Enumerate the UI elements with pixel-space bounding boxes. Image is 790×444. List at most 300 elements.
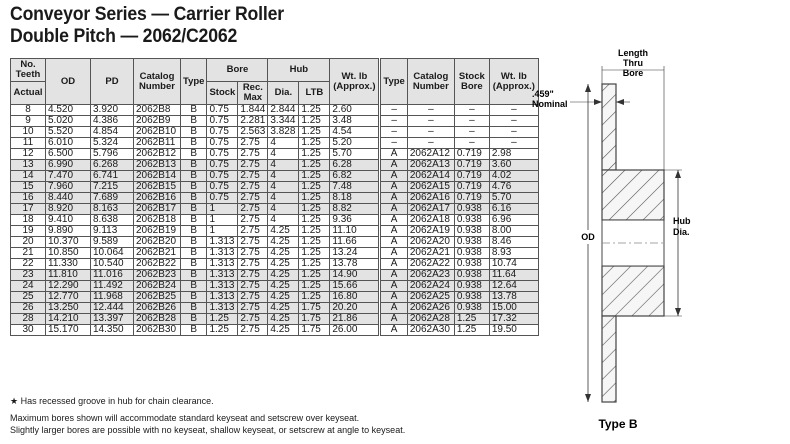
table-cell: – <box>454 105 489 116</box>
table-cell: 11.10 <box>330 226 379 237</box>
table-cell: 2062A12 <box>407 149 454 160</box>
table-cell: 0.719 <box>454 149 489 160</box>
table-cell: 6.96 <box>489 215 538 226</box>
table-cell: 4 <box>268 182 299 193</box>
table-cell: 0.938 <box>454 281 489 292</box>
table-cell: 2062A20 <box>407 237 454 248</box>
header-rec-max <box>238 82 268 105</box>
table-cell: 2.844 <box>268 105 299 116</box>
table-row <box>11 160 539 171</box>
table-cell: 0.75 <box>207 105 238 116</box>
table-row <box>11 237 539 248</box>
table-cell: 2062B9 <box>134 116 181 127</box>
table-cell: 30 <box>11 325 46 336</box>
table-cell: – <box>381 105 407 116</box>
table-cell: A <box>381 193 407 204</box>
table-cell: 2062A23 <box>407 270 454 281</box>
table-cell: 0.719 <box>454 160 489 171</box>
table-cell: 2.75 <box>238 237 268 248</box>
table-cell: 4.02 <box>489 171 538 182</box>
table-cell: 5.70 <box>330 149 379 160</box>
table-cell: 0.75 <box>207 149 238 160</box>
table-cell: 11.330 <box>46 259 91 270</box>
table-cell: 4.854 <box>91 127 134 138</box>
table-cell: 4.25 <box>268 270 299 281</box>
table-cell: 11.968 <box>91 292 134 303</box>
table-cell: 1.25 <box>299 215 330 226</box>
table-cell: 11.64 <box>489 270 538 281</box>
table-cell: 2062A19 <box>407 226 454 237</box>
table-cell: 2062B25 <box>134 292 181 303</box>
table-cell: 26.00 <box>330 325 379 336</box>
table-cell: 2062A18 <box>407 215 454 226</box>
table-row <box>11 193 539 204</box>
table-cell: 2.75 <box>238 226 268 237</box>
table-cell: – <box>381 127 407 138</box>
table-row <box>11 171 539 182</box>
table-cell: 6.010 <box>46 138 91 149</box>
table-cell: 9.589 <box>91 237 134 248</box>
table-cell: 2.75 <box>238 303 268 314</box>
table-cell: 1.25 <box>299 281 330 292</box>
header-dia: Dia. <box>268 82 299 105</box>
table-cell: A <box>381 325 407 336</box>
table-cell: 1.25 <box>299 105 330 116</box>
table-cell: 3.828 <box>268 127 299 138</box>
table-cell: 13 <box>11 160 46 171</box>
table-cell: 9.410 <box>46 215 91 226</box>
od-arrow-top <box>585 84 591 92</box>
table-cell: 2.75 <box>238 138 268 149</box>
table-cell: A <box>381 237 407 248</box>
table-cell: 4.520 <box>46 105 91 116</box>
table-cell: 1.25 <box>299 138 330 149</box>
table-row <box>11 270 539 281</box>
table-cell: 19 <box>11 226 46 237</box>
table-cell: B <box>181 248 207 259</box>
table-cell: 2062A22 <box>407 259 454 270</box>
table-cell: A <box>381 248 407 259</box>
table-cell: 2062A14 <box>407 171 454 182</box>
table-cell: 8.46 <box>489 237 538 248</box>
table-cell: 6.82 <box>330 171 379 182</box>
table-row <box>11 127 539 138</box>
table-cell: 2062B21 <box>134 248 181 259</box>
table-cell: 4.54 <box>330 127 379 138</box>
header-catalog-number2-text: Catalog Number <box>412 70 449 92</box>
table-cell: 17.32 <box>489 314 538 325</box>
table-cell: 5.520 <box>46 127 91 138</box>
table-row <box>11 226 539 237</box>
table-cell: – <box>407 105 454 116</box>
table-cell: B <box>181 105 207 116</box>
ltb-label-line3: Bore <box>622 68 644 78</box>
table-cell: 4.76 <box>489 182 538 193</box>
table-cell: 2062B14 <box>134 171 181 182</box>
table-cell: 11 <box>11 138 46 149</box>
table-cell: 2.98 <box>489 149 538 160</box>
hub-body-lower <box>602 266 664 316</box>
table-cell: 2.75 <box>238 314 268 325</box>
table-cell: 2.75 <box>238 248 268 259</box>
table-row <box>11 149 539 160</box>
table-cell: 2.75 <box>238 281 268 292</box>
table-cell: B <box>181 215 207 226</box>
table-cell: 4 <box>268 171 299 182</box>
header-type: Type <box>181 59 207 105</box>
table-cell: 2.75 <box>238 193 268 204</box>
table-cell: 10.064 <box>91 248 134 259</box>
table-cell: 14 <box>11 171 46 182</box>
table-cell: – <box>381 116 407 127</box>
table-cell: 11.492 <box>91 281 134 292</box>
table-row <box>11 105 539 116</box>
table-cell: A <box>381 215 407 226</box>
table-cell: 7.470 <box>46 171 91 182</box>
table-cell: 2062B13 <box>134 160 181 171</box>
hub-label-line2: Dia. <box>673 227 690 237</box>
table-cell: A <box>381 149 407 160</box>
table-cell: 2062B8 <box>134 105 181 116</box>
table-cell: 26 <box>11 303 46 314</box>
table-cell: – <box>454 116 489 127</box>
table-cell: 2062A15 <box>407 182 454 193</box>
table-cell: 7.689 <box>91 193 134 204</box>
table-cell: A <box>381 281 407 292</box>
header-catalog-number <box>134 59 181 105</box>
table-cell: 5.796 <box>91 149 134 160</box>
table-cell: 2.75 <box>238 270 268 281</box>
table-cell: 21.86 <box>330 314 379 325</box>
table-row <box>11 116 539 127</box>
table-cell: 4.25 <box>268 248 299 259</box>
table-body <box>11 105 539 336</box>
table-cell: B <box>181 259 207 270</box>
table-cell: 1.25 <box>454 325 489 336</box>
table-cell: 8 <box>11 105 46 116</box>
table-cell: 1.75 <box>299 325 330 336</box>
table-cell: 1.25 <box>207 325 238 336</box>
table-cell: 1.25 <box>299 160 330 171</box>
table-cell: B <box>181 193 207 204</box>
table-cell: 0.938 <box>454 204 489 215</box>
table-cell: A <box>381 226 407 237</box>
header-pd: PD <box>91 59 134 105</box>
table-cell: 2062A17 <box>407 204 454 215</box>
table-cell: 0.938 <box>454 237 489 248</box>
table-cell: 15 <box>11 182 46 193</box>
table-cell: 22 <box>11 259 46 270</box>
table-cell: 6.741 <box>91 171 134 182</box>
table-cell: 14.210 <box>46 314 91 325</box>
table-cell: 21 <box>11 248 46 259</box>
table-cell: 1.313 <box>207 303 238 314</box>
table-cell: B <box>181 270 207 281</box>
footnote-larger-bores: Slightly larger bores are possible with no keyseat, shallow keyseat, or setscrew at angle to keyseat. <box>10 425 406 435</box>
table-cell: 1.25 <box>299 237 330 248</box>
table-cell: 1 <box>207 204 238 215</box>
table-cell: – <box>407 127 454 138</box>
table-cell: 6.990 <box>46 160 91 171</box>
table-cell: 2062B23 <box>134 270 181 281</box>
table-cell: 1.313 <box>207 292 238 303</box>
table-cell: 12.770 <box>46 292 91 303</box>
hub-arrow-bottom <box>675 308 681 316</box>
table-cell: 9 <box>11 116 46 127</box>
table-cell: – <box>454 127 489 138</box>
table-cell: 2062A26 <box>407 303 454 314</box>
table-cell: 4.25 <box>268 325 299 336</box>
table-cell: 2062B20 <box>134 237 181 248</box>
table-cell: – <box>489 116 538 127</box>
table-cell: 10.540 <box>91 259 134 270</box>
table-cell: 15.00 <box>489 303 538 314</box>
header-wt-lb <box>330 59 379 105</box>
table-cell: 4 <box>268 138 299 149</box>
table-cell: A <box>381 270 407 281</box>
type-b-diagram <box>530 44 780 439</box>
table-cell: 2062B28 <box>134 314 181 325</box>
table-cell: 2062A16 <box>407 193 454 204</box>
table-cell: 4.25 <box>268 226 299 237</box>
table-cell: 6.28 <box>330 160 379 171</box>
table-cell: 1.25 <box>299 226 330 237</box>
table-cell: 8.93 <box>489 248 538 259</box>
table-cell: 16 <box>11 193 46 204</box>
table-cell: 4.25 <box>268 292 299 303</box>
table-cell: B <box>181 127 207 138</box>
ltb-label-line2: Thru <box>623 58 643 68</box>
page-title-line2: Double Pitch — 2062/C2062 <box>10 26 238 47</box>
table-cell: 2062B30 <box>134 325 181 336</box>
table-cell: 1.25 <box>207 314 238 325</box>
header-rec-max-text: Rec. Max <box>242 82 263 103</box>
table-cell: 4 <box>268 149 299 160</box>
table-cell: 0.938 <box>454 292 489 303</box>
table-cell: B <box>181 138 207 149</box>
table-cell: 4.386 <box>91 116 134 127</box>
header-no-teeth <box>11 59 46 82</box>
table-cell: 0.75 <box>207 160 238 171</box>
table-cell: A <box>381 182 407 193</box>
table-cell: 2062B16 <box>134 193 181 204</box>
table-cell: 7.48 <box>330 182 379 193</box>
table-cell: 0.719 <box>454 182 489 193</box>
header-stock-bore-text: Stock Bore <box>458 70 485 92</box>
table-cell: 5.70 <box>489 193 538 204</box>
sprocket-plate-top <box>602 316 616 402</box>
table-cell: 1.844 <box>238 105 268 116</box>
table-cell: 1.25 <box>299 204 330 215</box>
table-cell: 2.281 <box>238 116 268 127</box>
header-od: OD <box>46 59 91 105</box>
table-cell: 4 <box>268 193 299 204</box>
table-cell: 23 <box>11 270 46 281</box>
table-cell: – <box>454 138 489 149</box>
table-row <box>11 314 539 325</box>
header-catalog-number-text: Catalog Number <box>139 70 175 92</box>
table-cell: 1.313 <box>207 270 238 281</box>
table-cell: A <box>381 160 407 171</box>
table-cell: 0.75 <box>207 116 238 127</box>
od-label: OD <box>581 232 595 242</box>
table-cell: 25 <box>11 292 46 303</box>
table-cell: 12.444 <box>91 303 134 314</box>
table-cell: 2.75 <box>238 171 268 182</box>
od-arrow-bottom <box>585 394 591 402</box>
nominal-dim: .459" <box>532 89 554 99</box>
table-cell: 0.719 <box>454 193 489 204</box>
table-cell: 5.20 <box>330 138 379 149</box>
header-hub: Hub <box>268 59 330 82</box>
table-cell: 1.25 <box>299 292 330 303</box>
table-cell: 0.75 <box>207 182 238 193</box>
table-cell: 1.25 <box>454 314 489 325</box>
header-stock-bore <box>454 59 489 105</box>
table-cell: 1 <box>207 226 238 237</box>
hub-body <box>602 170 664 220</box>
table-cell: 2062A24 <box>407 281 454 292</box>
table-cell: 13.24 <box>330 248 379 259</box>
table-cell: 16.80 <box>330 292 379 303</box>
table-cell: 0.938 <box>454 270 489 281</box>
table-cell: 4 <box>268 215 299 226</box>
table-row <box>11 215 539 226</box>
table-cell: 0.75 <box>207 127 238 138</box>
table-cell: 14.350 <box>91 325 134 336</box>
table-cell: 9.36 <box>330 215 379 226</box>
header-ltb: LTB <box>299 82 330 105</box>
specs-table <box>10 58 539 336</box>
table-cell: 4 <box>268 204 299 215</box>
header-type2: Type <box>381 59 407 105</box>
table-cell: B <box>181 303 207 314</box>
table-cell: 2062B18 <box>134 215 181 226</box>
table-cell: 0.75 <box>207 138 238 149</box>
table-cell: 13.250 <box>46 303 91 314</box>
table-cell: B <box>181 314 207 325</box>
table-cell: 3.60 <box>489 160 538 171</box>
header-actual: Actual <box>11 82 46 105</box>
table-cell: 1.75 <box>299 314 330 325</box>
table-cell: 2.75 <box>238 160 268 171</box>
table-cell: 1.75 <box>299 303 330 314</box>
table-cell: 2062B24 <box>134 281 181 292</box>
nominal-arrow-left <box>594 99 602 105</box>
table-cell: A <box>381 303 407 314</box>
table-cell: 13.78 <box>489 292 538 303</box>
table-cell: 13.397 <box>91 314 134 325</box>
table-cell: 1 <box>207 215 238 226</box>
table-cell: B <box>181 116 207 127</box>
table-cell: B <box>181 325 207 336</box>
table-cell: 0.938 <box>454 226 489 237</box>
table-cell: 2.60 <box>330 105 379 116</box>
table-cell: 10.370 <box>46 237 91 248</box>
table-cell: 28 <box>11 314 46 325</box>
table-cell: 12.64 <box>489 281 538 292</box>
table-cell: 2.75 <box>238 182 268 193</box>
table-cell: A <box>381 259 407 270</box>
table-cell: 8.82 <box>330 204 379 215</box>
table-cell: 6.500 <box>46 149 91 160</box>
table-cell: 14.90 <box>330 270 379 281</box>
table-cell: B <box>181 281 207 292</box>
table-cell: 1.25 <box>299 270 330 281</box>
table-cell: A <box>381 171 407 182</box>
table-cell: 2.75 <box>238 292 268 303</box>
table-cell: B <box>181 226 207 237</box>
header-wt-lb-text: Wt. lb (Approx.) <box>333 70 376 92</box>
table-cell: – <box>489 138 538 149</box>
table-cell: 1.25 <box>299 127 330 138</box>
table-cell: – <box>381 138 407 149</box>
table-cell: – <box>489 105 538 116</box>
table-cell: 2062A30 <box>407 325 454 336</box>
table-cell: 19.50 <box>489 325 538 336</box>
table-cell: 2.75 <box>238 325 268 336</box>
table-cell: 2062B12 <box>134 149 181 160</box>
table-cell: 12.290 <box>46 281 91 292</box>
table-cell: 0.938 <box>454 303 489 314</box>
table-cell: 0.75 <box>207 193 238 204</box>
table-cell: 24 <box>11 281 46 292</box>
table-cell: – <box>407 138 454 149</box>
table-cell: 2062B19 <box>134 226 181 237</box>
table-cell: 2062B26 <box>134 303 181 314</box>
table-cell: 8.440 <box>46 193 91 204</box>
table-cell: 0.938 <box>454 248 489 259</box>
ltb-label-line1: Length <box>618 48 648 58</box>
table-cell: B <box>181 237 207 248</box>
table-cell: 1.25 <box>299 149 330 160</box>
table-cell: 1.313 <box>207 281 238 292</box>
table-cell: 15.66 <box>330 281 379 292</box>
table-cell: A <box>381 314 407 325</box>
table-cell: 8.638 <box>91 215 134 226</box>
header-bore: Bore <box>207 59 268 82</box>
table-cell: 2.75 <box>238 149 268 160</box>
table-cell: 17 <box>11 204 46 215</box>
hub-arrow-top <box>675 170 681 178</box>
table-cell: 2062B17 <box>134 204 181 215</box>
header-catalog-number2 <box>407 59 454 105</box>
page-title-line1: Conveyor Series — Carrier Roller <box>10 4 284 25</box>
table-cell: 1.25 <box>299 259 330 270</box>
table-cell: 2062A21 <box>407 248 454 259</box>
table-cell: – <box>489 127 538 138</box>
table-cell: 8.00 <box>489 226 538 237</box>
table-cell: 6.16 <box>489 204 538 215</box>
hub-label-line1: Hub <box>673 216 691 226</box>
table-row <box>11 303 539 314</box>
table-cell: 2.75 <box>238 259 268 270</box>
nominal-arrow-right <box>616 99 624 105</box>
type-b-label: Type B <box>598 417 638 431</box>
table-cell: 4.25 <box>268 259 299 270</box>
table-cell: 20.20 <box>330 303 379 314</box>
table-row <box>11 292 539 303</box>
table-cell: 2062B11 <box>134 138 181 149</box>
table-cell: 4.25 <box>268 303 299 314</box>
table-cell: 1.25 <box>299 171 330 182</box>
table-row <box>11 182 539 193</box>
nominal-label: Nominal <box>532 99 568 109</box>
table-cell: 5.324 <box>91 138 134 149</box>
table-cell: 8.18 <box>330 193 379 204</box>
table-cell: 1.25 <box>299 116 330 127</box>
footnote-star: ★ Has recessed groove in hub for chain clearance. <box>10 396 214 406</box>
